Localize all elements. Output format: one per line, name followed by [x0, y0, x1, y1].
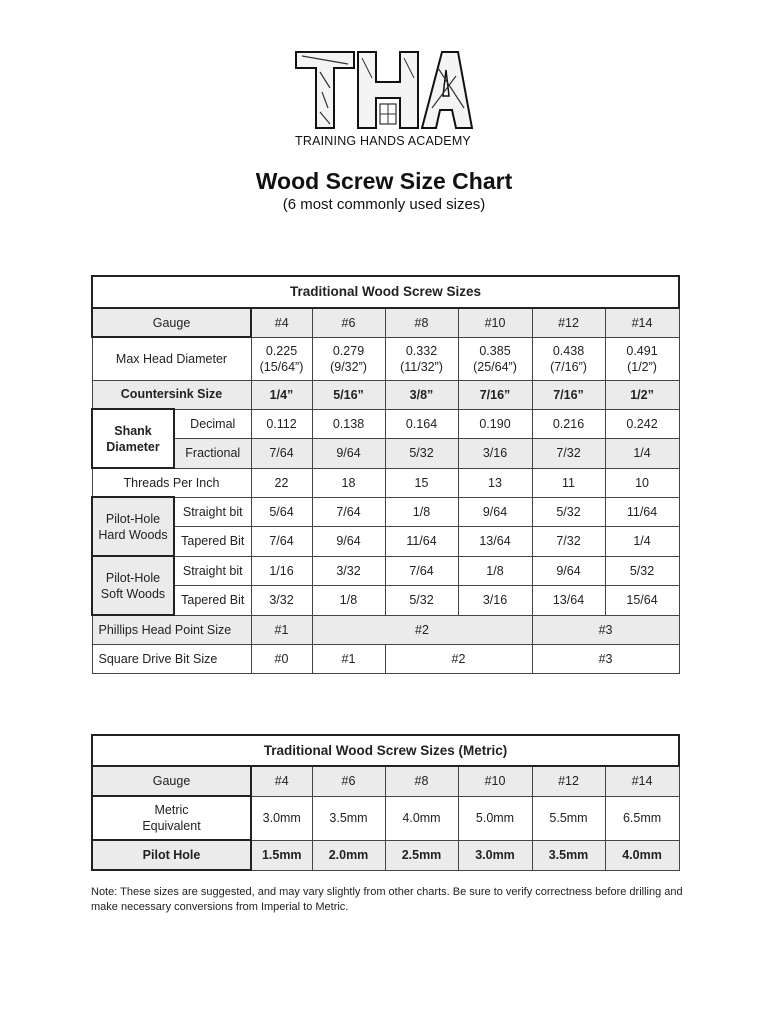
table-cell: 5/32: [385, 438, 458, 468]
table-cell: 0.279 (9/32”): [312, 337, 385, 380]
table-cell: 7/16”: [458, 380, 532, 409]
gauge-cell: #10: [458, 308, 532, 337]
logo: [292, 48, 474, 152]
metric-equivalent-row: [92, 796, 679, 840]
table-cell: #3: [532, 615, 679, 644]
table-cell: 1/2”: [605, 380, 679, 409]
table-cell: 5/64: [251, 497, 312, 526]
table-cell: 13/64: [458, 526, 532, 556]
table-cell: 1/8: [312, 585, 385, 615]
gauge-cell: #12: [532, 766, 605, 796]
table-cell: #2: [312, 615, 532, 644]
table-cell: 0.242: [605, 409, 679, 438]
gauge-cell: #12: [532, 308, 605, 337]
table-cell: 0.112: [251, 409, 312, 438]
table-cell: 5/32: [385, 585, 458, 615]
gauge-cell: #6: [312, 308, 385, 337]
table-cell: 6.5mm: [605, 796, 679, 840]
row-label: Square Drive Bit Size: [92, 644, 251, 673]
table-cell: 7/64: [385, 556, 458, 585]
footnote: Note: These sizes are suggested, and may vary slightly from other charts. Be sure to verify correctness before drilling and make necessary conversions from Imperial to Metric.: [91, 886, 683, 913]
table-cell: 11/64: [605, 497, 679, 526]
table-cell: 2.5mm: [385, 840, 458, 870]
row-label: Gauge: [92, 308, 251, 337]
table-cell: 0.164: [385, 409, 458, 438]
table-cell: 3.5mm: [312, 796, 385, 840]
row-group-label: Shank Diameter: [92, 409, 174, 468]
gauge-row: [92, 308, 679, 337]
row-group-label: Pilot-Hole Hard Woods: [92, 497, 174, 556]
table-cell: 1.5mm: [251, 840, 312, 870]
max-head-row: [92, 337, 679, 380]
tha-logo-icon: [292, 48, 474, 132]
row-sublabel: Tapered Bit: [174, 526, 251, 556]
table-cell: 1/8: [385, 497, 458, 526]
table-cell: 5/32: [532, 497, 605, 526]
table-cell: 2.0mm: [312, 840, 385, 870]
table-cell: #0: [251, 644, 312, 673]
shank-fractional-row: [92, 438, 679, 468]
page-title: Wood Screw Size Chart: [255, 168, 513, 194]
gauge-cell: #6: [312, 766, 385, 796]
table-caption: Traditional Wood Screw Sizes: [92, 276, 679, 308]
table-cell: 5.5mm: [532, 796, 605, 840]
table-cell: 13: [458, 468, 532, 497]
page-subtitle: (6 most commonly used sizes): [282, 196, 486, 213]
table-cell: 0.138: [312, 409, 385, 438]
table-cell: 1/16: [251, 556, 312, 585]
table-cell: #2: [385, 644, 532, 673]
table-cell: 13/64: [532, 585, 605, 615]
table-cell: 4.0mm: [605, 840, 679, 870]
table-cell: 22: [251, 468, 312, 497]
table-cell: 9/64: [458, 497, 532, 526]
pilot-soft-straight-row: [92, 556, 679, 585]
table-cell: 1/4: [605, 438, 679, 468]
table-cell: 0.332 (11/32”): [385, 337, 458, 380]
row-sublabel: Straight bit: [174, 556, 251, 585]
row-label: Phillips Head Point Size: [92, 615, 251, 644]
row-label: Countersink Size: [92, 380, 251, 409]
row-label: Gauge: [92, 766, 251, 796]
table-cell: 1/4”: [251, 380, 312, 409]
row-label: Metric Equivalent: [92, 796, 251, 840]
row-sublabel: Tapered Bit: [174, 585, 251, 615]
table-cell: 11: [532, 468, 605, 497]
table-cell: 0.225 (15/64”): [251, 337, 312, 380]
gauge-cell: #10: [458, 766, 532, 796]
table-cell: 11/64: [385, 526, 458, 556]
gauge-cell: #4: [251, 308, 312, 337]
table-cell: 4.0mm: [385, 796, 458, 840]
table-cell: 7/32: [532, 526, 605, 556]
table-cell: 7/16”: [532, 380, 605, 409]
table-cell: 1/4: [605, 526, 679, 556]
gauge-row: [92, 766, 679, 796]
table-cell: 0.385 (25/64”): [458, 337, 532, 380]
table-caption: Traditional Wood Screw Sizes (Metric): [92, 735, 679, 766]
table-cell: 5/16”: [312, 380, 385, 409]
table-cell: 3/16: [458, 438, 532, 468]
table-cell: 10: [605, 468, 679, 497]
table-cell: 0.216: [532, 409, 605, 438]
pilot-hole-row: [92, 840, 679, 870]
gauge-cell: #14: [605, 766, 679, 796]
table-cell: 3.0mm: [251, 796, 312, 840]
table-cell: 9/64: [312, 438, 385, 468]
square-drive-row: [92, 644, 679, 673]
table-cell: 1/8: [458, 556, 532, 585]
table-cell: #1: [251, 615, 312, 644]
table-cell: #1: [312, 644, 385, 673]
table-cell: 7/64: [251, 526, 312, 556]
table-cell: 9/64: [312, 526, 385, 556]
row-label: Pilot Hole: [92, 840, 251, 870]
pilot-soft-tapered-row: [92, 585, 679, 615]
gauge-cell: #14: [605, 308, 679, 337]
table-cell: 3/32: [251, 585, 312, 615]
table-cell: 5.0mm: [458, 796, 532, 840]
row-label: Threads Per Inch: [92, 468, 251, 497]
table-cell: 0.190: [458, 409, 532, 438]
table-cell: 0.438 (7/16”): [532, 337, 605, 380]
table-cell: 0.491 (1/2”): [605, 337, 679, 380]
table-cell: 3/32: [312, 556, 385, 585]
table-cell: 15: [385, 468, 458, 497]
gauge-cell: #8: [385, 308, 458, 337]
table-cell: 3.5mm: [532, 840, 605, 870]
table-cell: 3.0mm: [458, 840, 532, 870]
row-sublabel: Fractional: [174, 438, 251, 468]
table-cell: 9/64: [532, 556, 605, 585]
threads-row: [92, 468, 679, 497]
pilot-hard-straight-row: [92, 497, 679, 526]
table-cell: 5/32: [605, 556, 679, 585]
row-group-label: Pilot-Hole Soft Woods: [92, 556, 174, 615]
table-cell: 7/64: [251, 438, 312, 468]
imperial-size-table: [91, 275, 680, 674]
table-cell: 7/32: [532, 438, 605, 468]
table-cell: 3/16: [458, 585, 532, 615]
row-sublabel: Decimal: [174, 409, 251, 438]
row-sublabel: Straight bit: [174, 497, 251, 526]
countersink-row: [92, 380, 679, 409]
pilot-hard-tapered-row: [92, 526, 679, 556]
shank-decimal-row: [92, 409, 679, 438]
gauge-cell: #4: [251, 766, 312, 796]
row-label: Max Head Diameter: [92, 337, 251, 380]
table-cell: 18: [312, 468, 385, 497]
table-cell: #3: [532, 644, 679, 673]
table-cell: 15/64: [605, 585, 679, 615]
logo-caption: TRAINING HANDS ACADEMY: [295, 134, 471, 148]
table-cell: 3/8”: [385, 380, 458, 409]
phillips-row: [92, 615, 679, 644]
table-cell: 7/64: [312, 497, 385, 526]
metric-size-table: [91, 734, 680, 871]
gauge-cell: #8: [385, 766, 458, 796]
